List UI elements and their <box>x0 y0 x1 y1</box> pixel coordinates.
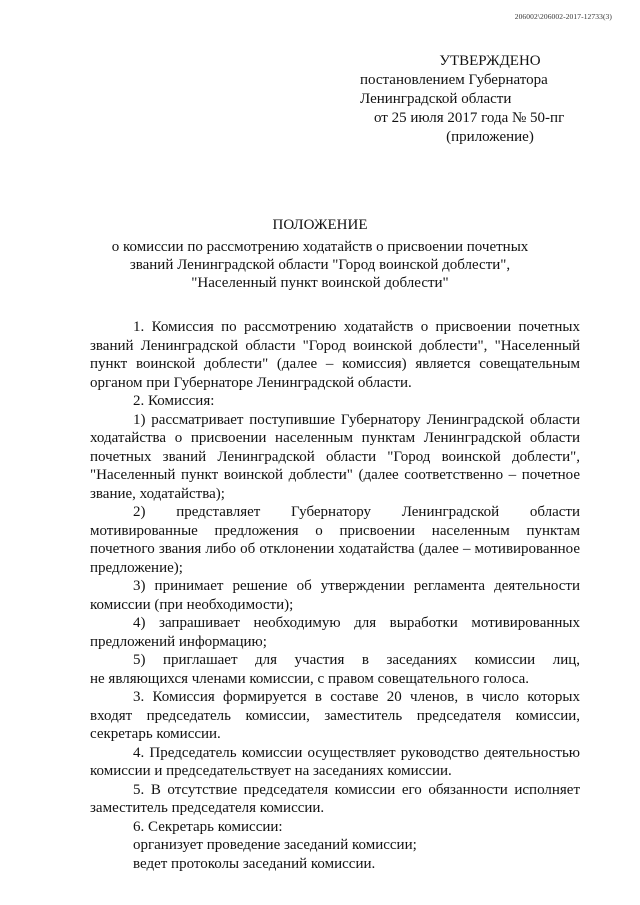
paragraph-3: 3. Комиссия формируется в составе 20 членов, в число которых входят председатель комиссии, заместитель председателя комиссии, секретарь комиссии. <box>90 689 580 742</box>
approval-date: от 25 июля 2017 года № 50-пг <box>374 110 565 126</box>
paragraph-5: 5. В отсутствие председателя комиссии его обязанности исполняет заместитель председателя комиссии. <box>90 781 580 816</box>
approval-line: постановлением Губернатора <box>360 72 548 88</box>
paragraph-6: 6. Секретарь комиссии: <box>133 818 283 835</box>
paragraph-2-item-2: 2) представляет Губернатору Ленинградской области мотивированные предложения о присвоении населенным пунктам почетного звания либо об отклонении ходатайства (далее – мотивированное предложение); <box>90 504 580 576</box>
document-subtitle: "Населенный пункт воинской доблести" <box>191 275 449 291</box>
document-code: 206002\206002-2017-12733(3) <box>514 12 612 21</box>
paragraph-6-item-1: организует проведение заседаний комиссии; <box>133 837 417 853</box>
approval-block <box>360 52 620 147</box>
paragraph-2: 2. Комиссия: <box>133 393 215 409</box>
paragraph-2-item-3: 3) принимает решение об утверждении регламента деятельности комиссии (при необходимости); <box>90 578 580 613</box>
approval-title: УТВЕРЖДЕНО <box>439 53 541 69</box>
document-heading: ПОЛОЖЕНИЕ <box>272 217 368 233</box>
paragraph-4: 4. Председатель комиссии осуществляет руководство деятельностью комиссии и председательствует на заседаниях комиссии. <box>90 744 580 779</box>
document-body <box>90 318 580 873</box>
paragraph-1: 1. Комиссия по рассмотрению ходатайств о присвоении почетных званий Ленинградской области "Город воинской доблести", "Населенный пункт воинской доблести" (далее – комиссия) является совещательным органом при Губернаторе Ленинградской области. <box>90 319 580 391</box>
paragraph-2-item-5-cont: не являющихся членами комиссии, с правом совещательного голоса. <box>90 670 529 687</box>
paragraph-6-item-2: ведет протоколы заседаний комиссии. <box>133 855 376 872</box>
paragraph-2-item-1: 1) рассматривает поступившие Губернатору Ленинградской области ходатайства о присвоении населенным пунктам Ленинградской области почетных званий Ленинградской области "Город воинской доблести", "Населенный пункт воинской доблести" (далее соответственно – почетное звание, ходатайства); <box>90 411 580 502</box>
paragraph-2-item-4: 4) запрашивает необходимую для выработки мотивированных предложений информацию; <box>90 615 580 650</box>
approval-line: Ленинградской области <box>360 91 512 107</box>
document-subtitle: о комиссии по рассмотрению ходатайств о присвоении почетных <box>111 239 529 255</box>
document-subtitle: званий Ленинградской области "Город воинской доблести", <box>129 257 511 273</box>
paragraph-2-item-5: 5) приглашает для участия в заседаниях комиссии лиц, <box>133 652 580 668</box>
approval-note: (приложение) <box>446 129 534 145</box>
